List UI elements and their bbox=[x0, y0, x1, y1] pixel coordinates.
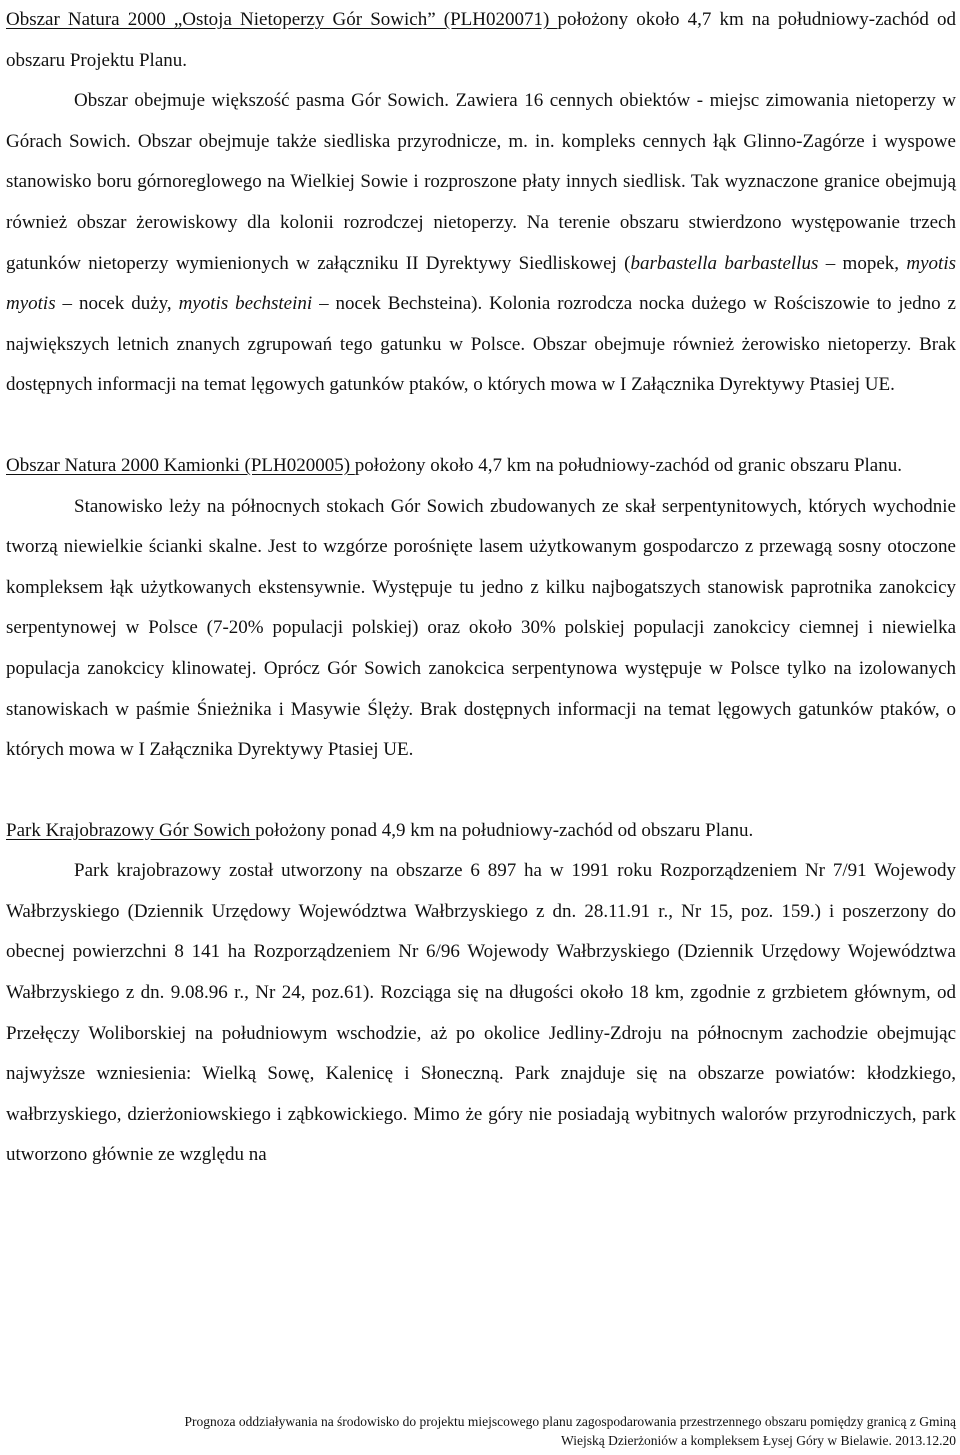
section-heading-link: Obszar Natura 2000 „Ostoja Nietoperzy Gór Sowich” (PLH020071) bbox=[6, 9, 558, 30]
section-heading-kamionki bbox=[6, 446, 956, 487]
section-heading-text: położony około 4,7 km na południowy-zachód od obszaru Projektu Planu. bbox=[6, 9, 957, 71]
section-heading-link: Obszar Natura 2000 Kamionki (PLH020005) bbox=[6, 454, 355, 476]
paragraph-text: – nocek Bechsteina). Kolonia rozrodcza nocka dużego w Rościszowie to jedno z największych letnich znanych zgrupowań tego gatunku w Polsce. Obszar obejmuje również żerowisko nietoperzy. Brak dostępnych informacji na temat lęgowych gatunków ptaków, o których mowa w I Załącznika Dyrektywy Ptasiej UE. bbox=[6, 293, 956, 396]
page-footer bbox=[0, 1412, 956, 1450]
species-name: myotis bechsteini bbox=[178, 293, 313, 315]
species-name: barbastella barbastellus bbox=[630, 252, 819, 274]
paragraph-kamionki: Stanowisko leży na północnych stokach Gór Sowich zbudowanych ze skał serpentynitowych, których wychodnie tworzą niewielkie ścianki skalne. Jest to wzgórze porośnięte lasem użytkowanym gospodarczo z przewagą sosny otoczone kompleksem łąk użytkowanych ekstensywnie. Występuje tu jedno z kilku najbogatszych stanowisk paprotnika zanokcicy serpentynowej w Polsce (7-20% populacji polskiej) oraz około 30% polskiej populacji zanokcicy ciemnej i niewielka populacja zanokcicy klinowatej. Oprócz Gór Sowich zanokcica serpentynowa występuje w Polsce tylko na izolowanych stanowiskach w paśmie Śnieżnika i Masywie Ślęży. Brak dostępnych informacji na temat lęgowych gatunków ptaków, o których mowa w I Załącznika Dyrektywy Ptasiej UE. bbox=[6, 495, 956, 761]
species-name: myotis myotis bbox=[6, 252, 956, 315]
section-heading-text: położony około 4,7 km na południowy-zachód od granic obszaru Planu. bbox=[354, 454, 902, 476]
paragraph-text: – nocek duży, bbox=[55, 293, 179, 315]
section-heading-link: Park Krajobrazowy Gór Sowich bbox=[6, 819, 256, 841]
document-body bbox=[6, 0, 956, 1176]
paragraph-park: Park krajobrazowy został utworzony na obszarze 6 897 ha w 1991 roku Rozporządzeniem Nr 7/91 Wojewody Wałbrzyskiego (Dziennik Urzędowy Województwa Wałbrzyskiego z dn. 28.11.91 r., Nr 15, poz. 159.) i poszerzony do obecnej powierzchni 8 141 ha Rozporządzeniem Nr 6/96 Wojewody Wałbrzyskiego (Dziennik Urzędowy Województwa Wałbrzyskiego z dn. 9.08.96 r., Nr 24, poz.61). Rozciąga się na długości około 18 km, zgodnie z grzbietem głównym, od Przełęczy Woliborskiej na południowym wschodzie, aż po okolice Jedliny-Zdroju na północnym zachodzie obejmując najwyższe wzniesienia: Wielką Sowę, Kalenicę i Słoneczną. Park znajduje się na obszarze powiatów: kłodzkiego, wałbrzyskiego, dzierżoniowskiego i ząbkowickiego. Mimo że góry nie posiadają wybitnych walorów przyrodniczych, park utworzono głównie ze względu na bbox=[6, 860, 956, 1166]
paragraph-text: – mopek, bbox=[818, 252, 907, 274]
footer-line: Prognoza oddziaływania na środowisko do projektu miejscowego planu zagospodarowania przestrzennego obszaru pomiędzy granicą z Gminą bbox=[184, 1414, 956, 1429]
paragraph-ostoja bbox=[6, 81, 956, 406]
section-heading-park bbox=[6, 811, 956, 852]
section-heading-ostoja bbox=[6, 0, 956, 81]
footer-line: Wiejską Dzierżoniów a kompleksem Łysej Góry w Bielawie. 2013.12.20 bbox=[561, 1433, 956, 1448]
paragraph-text: Obszar obejmuje większość pasma Gór Sowich. Zawiera 16 cennych obiektów - miejsc zimowania nietoperzy w Górach Sowich. Obszar obejmuje także siedliska przyrodnicze, m. in. kompleks cennych łąk Glinno-Zagórze i wyspowe stanowisko boru górnoreglowego na Wielkiej Sowie i rozproszone płaty innych siedlisk. Tak wyznaczone granice obejmują również obszar żerowiskowy dla kolonii rozrodczej nietoperzy. Na terenie obszaru stwierdzono występowanie trzech gatunków nietoperzy wymienionych w załączniku II Dyrektywy Siedliskowej ( bbox=[6, 90, 956, 274]
section-heading-text: położony ponad 4,9 km na południowy-zachód od obszaru Planu. bbox=[255, 819, 754, 841]
